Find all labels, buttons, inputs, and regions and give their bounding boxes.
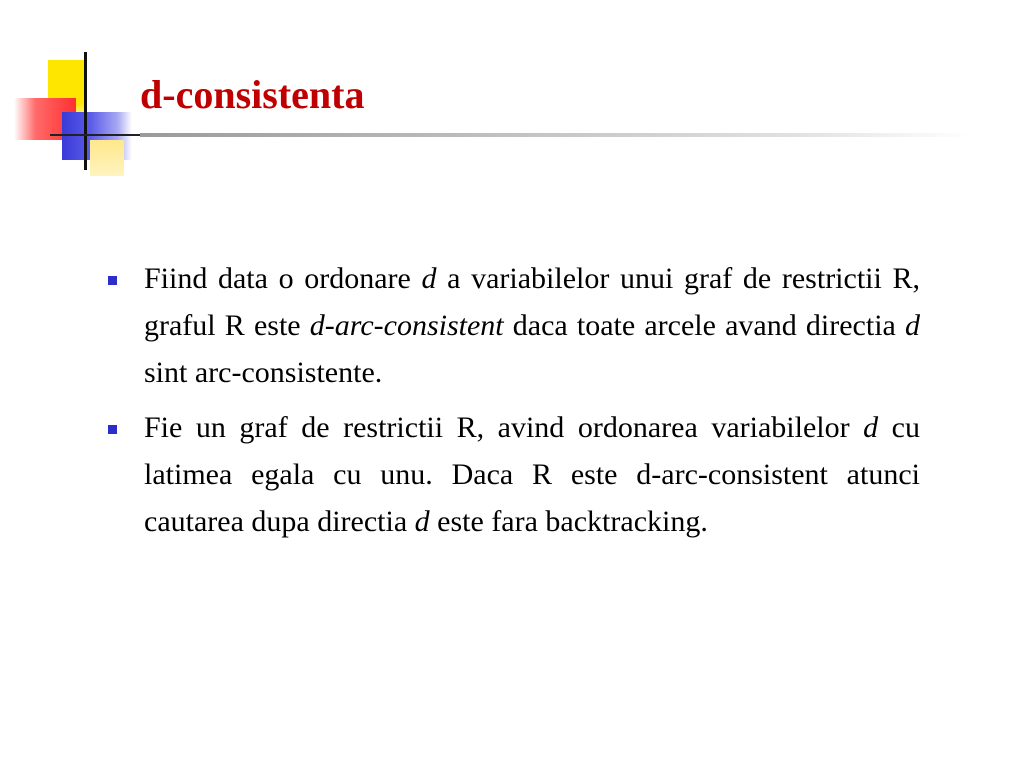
text-segment-italic: d <box>905 309 921 342</box>
text-segment: a variabilelor unui graf de restrictii R, graful R este <box>144 262 920 342</box>
bullet-text <box>144 255 920 396</box>
bullet-item <box>100 404 920 545</box>
text-segment: sint arc-consistente. <box>144 356 383 389</box>
text-segment: este fara backtracking. <box>429 505 708 538</box>
bullet-square-icon <box>108 276 117 285</box>
text-segment-italic: d <box>863 411 879 444</box>
bullet-text <box>144 404 920 545</box>
logo-yellow-square-small <box>90 140 124 176</box>
text-segment: Fiind data o ordonare <box>144 262 422 295</box>
logo-vertical-line <box>84 52 87 170</box>
text-segment-italic: d <box>414 505 430 538</box>
text-segment-italic: d-arc-consistent <box>309 309 504 342</box>
text-segment-italic: d <box>421 262 437 295</box>
text-segment: Fie un graf de restrictii R, avind ordonarea variabilelor <box>144 411 864 444</box>
decorative-logo <box>0 0 160 190</box>
bullet-item <box>100 255 920 396</box>
slide-title: d-consistenta <box>140 72 365 117</box>
bullet-square-icon <box>108 425 117 434</box>
bullet-list <box>100 255 920 553</box>
text-segment: daca toate arcele avand directia <box>503 309 906 342</box>
title-underline <box>140 133 970 137</box>
text-segment: cu latimea egala cu unu. Daca R este d-arc-consistent atunci cautarea dupa directia <box>144 411 920 538</box>
